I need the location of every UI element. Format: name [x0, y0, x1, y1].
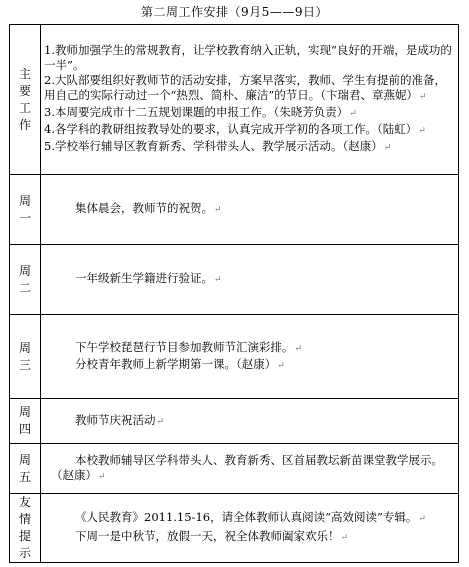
- paragraph-mark-icon: ↵: [98, 471, 106, 482]
- row-content-reminder: [41, 494, 459, 563]
- row-label-char: 提: [18, 529, 31, 543]
- row-content-main-tasks: [41, 25, 459, 175]
- paragraph-mark-icon: ↵: [418, 514, 426, 524]
- content-line: [41, 201, 458, 218]
- content-text: 教师节庆祝活动: [75, 412, 156, 427]
- content-line: [41, 413, 458, 430]
- row-label-char: 周: [18, 452, 31, 467]
- paragraph-mark-icon: ↵: [349, 109, 357, 119]
- row-label-char: 要: [18, 83, 31, 98]
- table-row-monday: [10, 175, 459, 245]
- item-text: 各学科的教研组按教导处的要求，认真完成开学初的各项工作。（陆虹）: [54, 122, 418, 136]
- row-label-char: 周: [18, 263, 31, 278]
- row-label-char: 示: [18, 546, 31, 560]
- paragraph-mark-icon: ↵: [419, 92, 427, 102]
- row-label-char: 友: [18, 495, 31, 509]
- item-text: 本周要完成市十二五规划课题的申报工作。（朱晓芳负责）: [54, 105, 349, 119]
- row-content-monday: [41, 175, 459, 245]
- paragraph-mark-icon: ↵: [340, 533, 349, 543]
- item-number: 4.: [44, 122, 55, 136]
- content-text: 一年级新生学籍进行验证。: [75, 271, 213, 285]
- content-text: 下周一是中秋节，放假一天，祝全体教师阖家欢乐！: [75, 529, 340, 543]
- row-label-char: 一: [18, 210, 31, 225]
- content-text: 分校青年教师上新学期第一课。（赵康）: [75, 356, 277, 371]
- table-row-friday: [10, 444, 459, 494]
- row-label-char: 三: [18, 357, 31, 372]
- row-label-char: 周: [18, 340, 31, 355]
- paragraph-mark-icon: ↵: [294, 343, 303, 354]
- content-line: [41, 340, 458, 357]
- item-number: 5.: [44, 139, 55, 153]
- item-text: 学校举行辅导区教育新秀、学科带头人、教学展示活动。（赵康）: [54, 139, 383, 153]
- row-label-char: 作: [18, 117, 31, 132]
- row-label-reminder: [10, 494, 41, 563]
- row-label-char: 周: [18, 405, 31, 419]
- content-line: [41, 357, 458, 374]
- row-label-char: 周: [18, 193, 31, 208]
- row-content-friday: [41, 444, 459, 494]
- row-label-char: 情: [18, 512, 31, 526]
- item-text: 教师加强学生的常规教育，让学校教育纳入正轨，实现“良好的开端，是成功的一半”。: [44, 43, 452, 72]
- row-content-tuesday: [41, 245, 459, 315]
- row-label-monday: [10, 175, 41, 245]
- paragraph-mark-icon: ↵: [383, 143, 392, 153]
- table-row-wednesday: [10, 315, 459, 399]
- paragraph-mark-icon: ↵: [277, 360, 285, 371]
- paragraph-mark-icon: ↵: [418, 126, 426, 136]
- content-text: 下午学校琵琶行节目参加教师节汇演彩排。: [75, 339, 294, 354]
- content-line: [41, 510, 458, 527]
- row-label-char: 二: [18, 280, 31, 295]
- row-content-thursday: [41, 399, 459, 444]
- content-line: [41, 453, 458, 485]
- row-label-char: 五: [18, 469, 31, 484]
- content-text: 本校教师辅导区学科带头人、教育新秀、区首届教坛新苗课堂教学展示。（赵康）: [51, 452, 443, 482]
- row-label-main-tasks: [10, 25, 41, 175]
- content-line: [41, 271, 458, 288]
- item-number: 1.: [44, 43, 55, 57]
- paragraph-mark-icon: ↵: [214, 205, 222, 215]
- content-text: 《人民教育》2011.15-16，请全体教师认真阅读“高效阅读”专辑。: [75, 510, 418, 524]
- list-item: [44, 43, 452, 73]
- row-label-char: 工: [18, 100, 31, 115]
- item-text: 大队部要组织好教师节的活动安排，方案早落实，教师、学生有提前的准备，用自己的实际行动过一个“热烈、简朴、廉洁”的节日。（卞瑞君、章燕妮）: [44, 73, 446, 102]
- table-row-main-tasks: [10, 25, 459, 175]
- list-item: [44, 105, 452, 122]
- paragraph-mark-icon: ↵: [156, 416, 165, 427]
- row-label-thursday: [10, 399, 41, 444]
- list-item: [44, 73, 452, 105]
- page-title: 第二周工作安排（9月5——9日）: [141, 5, 328, 19]
- list-item: [44, 139, 452, 156]
- table-row-thursday: [10, 399, 459, 444]
- list-item: [44, 122, 452, 139]
- content-text: 集体晨会，教师节的祝贺。: [75, 201, 213, 215]
- schedule-table: [9, 24, 459, 563]
- item-number: 3.: [44, 105, 55, 119]
- row-label-char: 主: [18, 66, 31, 81]
- table-row-tuesday: [10, 245, 459, 315]
- row-label-char: 四: [18, 422, 31, 436]
- row-label-wednesday: [10, 315, 41, 399]
- table-row-reminder: [10, 494, 459, 563]
- content-line: [41, 529, 458, 546]
- row-label-friday: [10, 444, 41, 494]
- row-content-wednesday: [41, 315, 459, 399]
- paragraph-mark-icon: ↵: [214, 275, 222, 285]
- row-label-tuesday: [10, 245, 41, 315]
- item-number: 2.: [44, 73, 55, 87]
